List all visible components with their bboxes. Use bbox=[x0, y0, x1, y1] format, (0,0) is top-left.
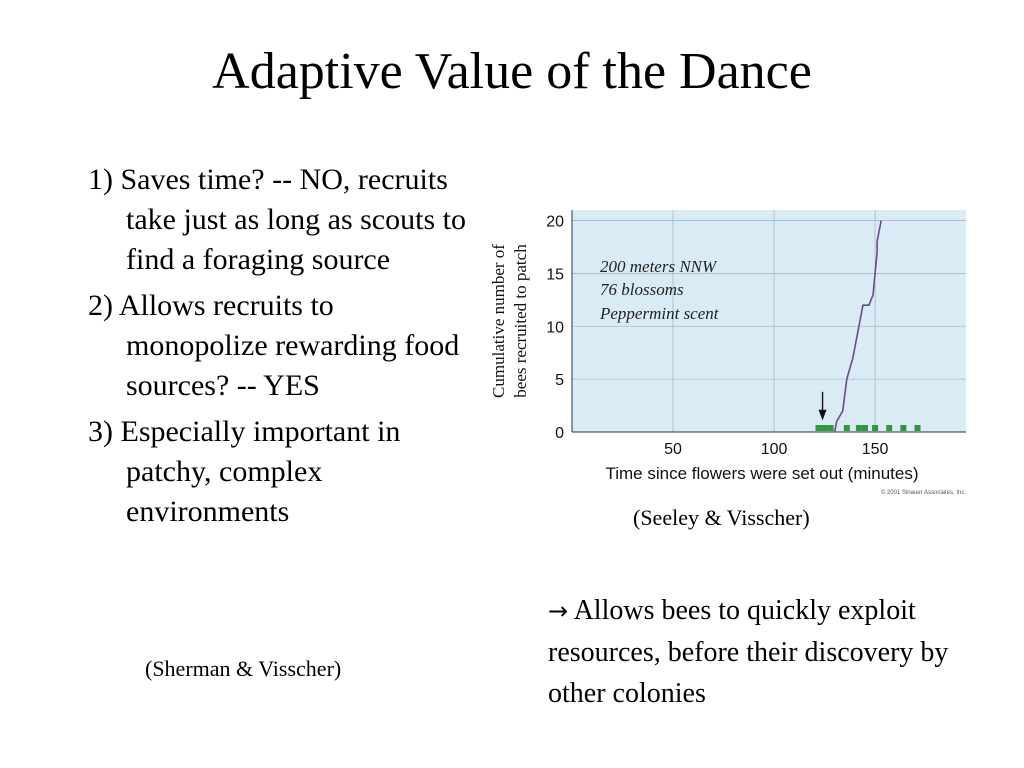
x-tick-label: 50 bbox=[664, 441, 682, 458]
copyright-text: © 2001 Sinauer Associates, Inc. bbox=[880, 490, 966, 496]
data-marker bbox=[816, 425, 822, 431]
y-tick-label: 5 bbox=[555, 372, 564, 390]
data-marker bbox=[886, 425, 892, 431]
data-marker bbox=[900, 425, 906, 431]
right-arrow-icon: → bbox=[548, 597, 569, 625]
recruitment-chart bbox=[486, 205, 976, 500]
x-tick-label: 100 bbox=[760, 441, 788, 458]
takeaway-text bbox=[548, 590, 978, 714]
figure-caption: (Seeley & Visscher) bbox=[633, 505, 810, 530]
y-tick-label: 10 bbox=[546, 319, 564, 337]
y-axis-label: bees recruited to patch bbox=[511, 244, 530, 398]
x-tick-label: 150 bbox=[861, 441, 889, 458]
y-tick-label: 15 bbox=[546, 266, 564, 284]
bullet-item: 1) Saves time? -- NO, recruits take just as long as scouts to find a foraging source bbox=[88, 163, 466, 276]
y-tick-label: 20 bbox=[546, 213, 564, 231]
data-marker bbox=[828, 425, 834, 431]
chart-annotation: 200 meters NNW bbox=[600, 257, 717, 276]
y-axis-label: Cumulative number of bbox=[489, 244, 508, 398]
x-axis-label: Time since flowers were set out (minutes) bbox=[605, 464, 919, 483]
chart-annotation: Peppermint scent bbox=[600, 304, 719, 323]
data-marker bbox=[872, 425, 878, 431]
data-marker bbox=[822, 425, 828, 431]
chart-annotation: 76 blossoms bbox=[600, 280, 684, 299]
data-marker bbox=[856, 425, 862, 431]
slide-title: Adaptive Value of the Dance bbox=[212, 43, 812, 100]
data-marker bbox=[862, 425, 868, 431]
takeaway-body: Allows bees to quickly exploit resources, before their discovery by other colonies bbox=[548, 595, 949, 709]
y-tick-label: 0 bbox=[555, 425, 564, 442]
bullet-item: 2) Allows recruits to monopolize rewarding food sources? -- YES bbox=[88, 289, 460, 402]
bullet-item: 3) Especially important in patchy, complex environments bbox=[88, 415, 401, 528]
data-marker bbox=[915, 425, 921, 431]
recruitment-figure bbox=[486, 205, 976, 500]
bullet-list bbox=[88, 160, 478, 538]
left-citation: (Sherman & Visscher) bbox=[145, 656, 342, 681]
data-marker bbox=[844, 425, 850, 431]
